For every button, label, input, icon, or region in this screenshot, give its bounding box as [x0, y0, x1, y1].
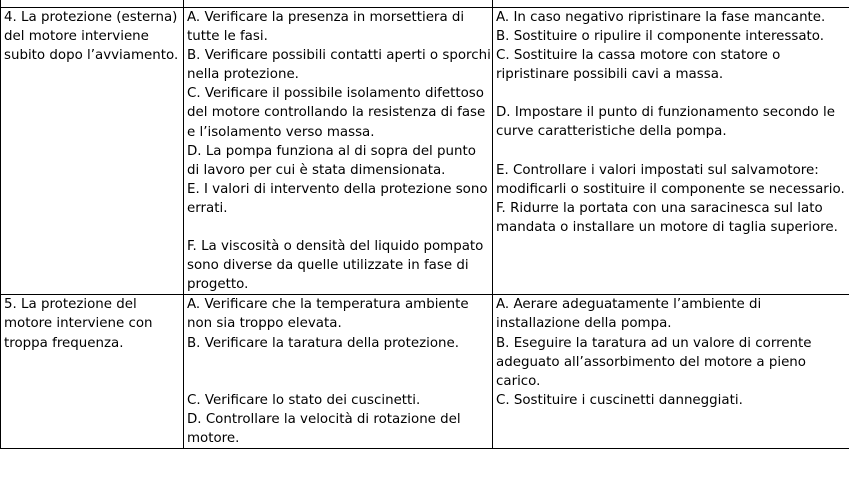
remedy-cell — [493, 295, 849, 449]
cell-remedy — [493, 0, 849, 8]
cause-item: C. Verificare il possibile isolamento difettoso del motore controllando la resistenza di fase e l’isolamento verso massa. — [187, 86, 486, 140]
cause-item: B. Verificare la taratura della protezione. — [187, 335, 460, 351]
remedy-item: B. Eseguire la taratura ad un valore di corrente adeguato all’assorbimento del motore a pieno carico. — [496, 335, 812, 389]
remedy-item: F. Ridurre la portata con una saracinesca sul lato mandata o installare un motore di taglia superiore. — [496, 200, 838, 235]
remedy-item: D. Impostare il punto di funzionamento secondo le curve caratteristiche della pompa. — [496, 105, 835, 140]
cause-item: A. Verificare la presenza in morsettiera di tutte le fasi. — [187, 10, 465, 45]
cause-item: D. La pompa funziona al di sopra del punto di lavoro per cui è stata dimensionata. — [187, 143, 476, 178]
table-row — [1, 0, 849, 8]
problem-text: 4. La protezione (esterna) del motore interviene subito dopo l’avviamento. — [4, 10, 179, 64]
problem-cell — [1, 8, 184, 295]
table-row — [1, 8, 849, 295]
remedy-cell — [493, 8, 849, 295]
cell-cause — [184, 0, 493, 8]
problem-cell — [1, 295, 184, 449]
cause-item: D. Controllare la velocità di rotazione del motore. — [187, 411, 461, 446]
cause-item: F. La viscosità o densità del liquido pompato sono diverse da quelle utilizzate in fase di progetto. — [187, 239, 484, 293]
remedy-item: B. Sostituire o ripulire il componente interessato. — [496, 29, 825, 45]
cause-item: A. Verificare che la temperatura ambiente non sia troppo elevata. — [187, 297, 469, 332]
remedy-item: A. Aerare adeguatamente l’ambiente di installazione della pompa. — [496, 297, 762, 332]
cause-item: C. Verificare lo stato dei cuscinetti. — [187, 392, 421, 408]
remedy-item: A. In caso negativo ripristinare la fase mancante. — [496, 10, 826, 25]
cause-item: E. I valori di intervento della protezione sono errati. — [187, 181, 488, 216]
remedy-item: C. Sostituire i cuscinetti danneggiati. — [496, 392, 743, 408]
remedy-item: E. Controllare i valori impostati sul salvamotore: modificarli o sostituire il componente se necessario. — [496, 162, 845, 197]
problem-text: 5. La protezione del motore interviene con troppa frequenza. — [4, 297, 153, 351]
cause-cell — [184, 295, 493, 449]
cell-problem — [1, 0, 184, 8]
cause-item: B. Verificare possibili contatti aperti o sporchi nella protezione. — [187, 48, 491, 83]
cause-cell — [184, 8, 493, 295]
table-row — [1, 295, 849, 449]
remedy-item: C. Sostituire la cassa motore con statore o ripristinare possibili cavi a massa. — [496, 48, 781, 83]
